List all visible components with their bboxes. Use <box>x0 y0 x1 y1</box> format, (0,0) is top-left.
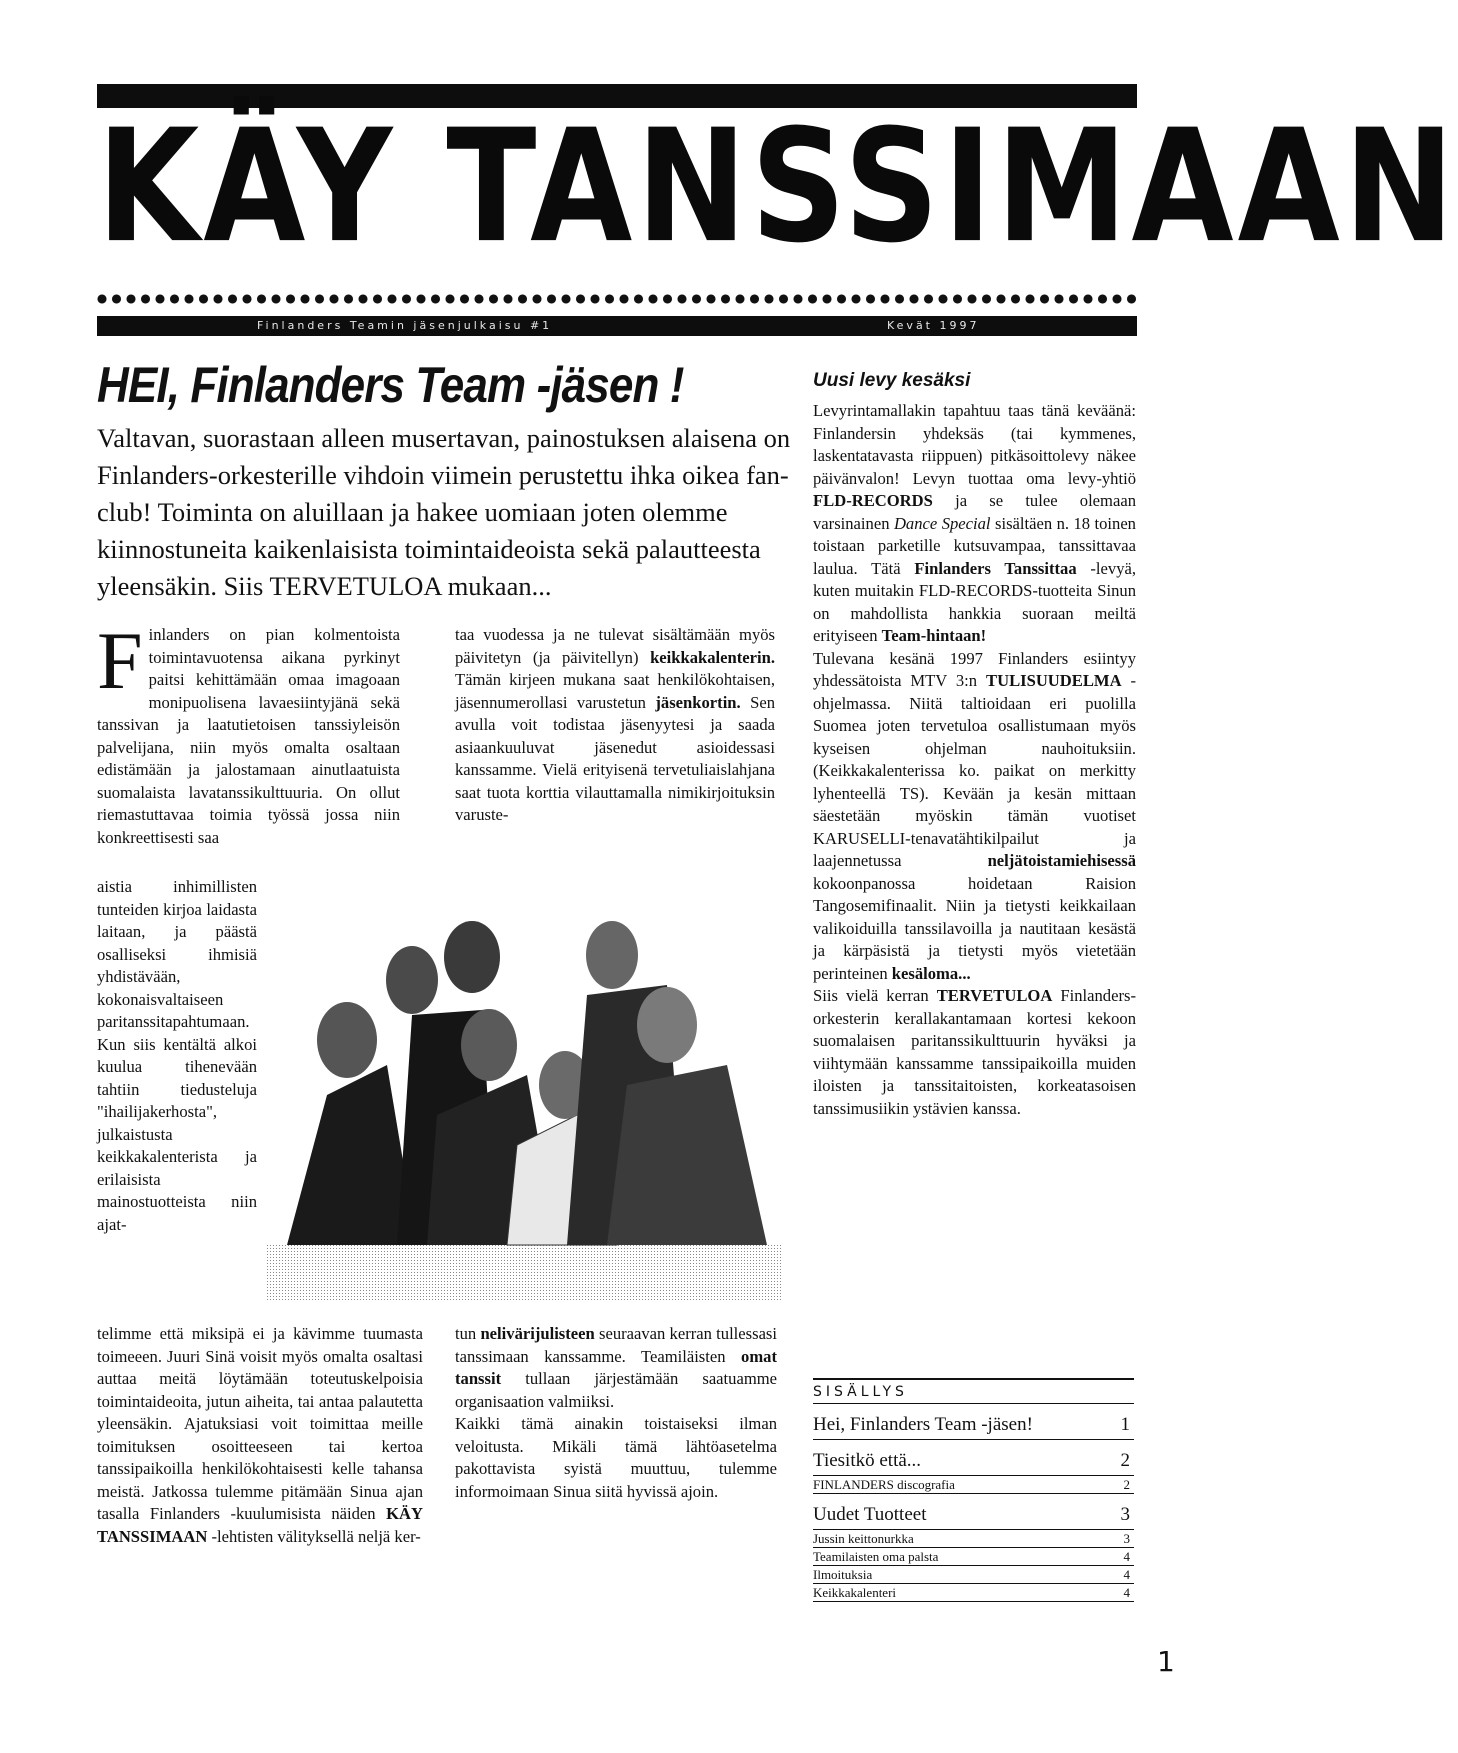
body-text: kokoonpanossa hoidetaan Raision Tangosemifinaalit. Niin ja tietysti keikkailaan valikoiduilla tanssilavoilla ja nautitaan kesästä ja kärpäsistä ja tietysti myös vietetään perinteinen <box>813 873 1136 983</box>
toc-page: 3 <box>1120 1504 1130 1525</box>
body-text: telimme että miksipä ei ja kävimme tuumasta toimeeen. Juuri Sinä voisit myös omalta osaltasi auttaa meitä löytämään toteutuskelpoisia toimintaideoita, jutun aiheita, tai antaa palautetta yleensäkin. Ajatuksiasi voit toimittaa meille toimituksen osoitteeseen tai kertoa tanssipaikoilla henkilökohtaisesti kelle tahansa meistä. Jatkossa tulemme pitämään Sinua ajan tasalla Finlanders -kuulumisista näiden <box>97 1324 423 1523</box>
body-text: -levyä, kuten muitakin FLD-RECORDS-tuotteita Sinun on mahdollista hankkia suoraan meiltä erityiseen <box>813 558 1136 645</box>
dot-rule <box>97 294 1137 308</box>
toc-page: 3 <box>1123 1531 1130 1546</box>
body-bold: neljätoistamiehisessä <box>987 851 1136 870</box>
body-text: Tulevana kesänä 1997 Finlanders esiintyy yhdessätoista MTV 3:n <box>813 648 1136 690</box>
issue-bar <box>97 316 1137 336</box>
toc-label: Teamilaisten oma palsta <box>813 1549 939 1564</box>
band-photo <box>267 915 783 1300</box>
body-text: inlanders on pian kolmentoista toimintavuotensa aikana pyrkinyt paitsi kehittämään omaa imagoaan monipuolisena lavaesiintyjänä sekä tanssivan ja laatutietoisen tanssiyleisön palvelijana, niin myös omalta osaltaan edistämään ja jalostamaan ainutlaatuista suomalaista lavatanssikulttuuria. On ollut riemastuttavaa toimia työssä jossa niin konkreettisesti saa <box>97 625 400 847</box>
toc-page: 2 <box>1123 1477 1130 1492</box>
article-column-2-bottom <box>455 1323 777 1503</box>
sidebar-heading: Uusi levy kesäksi <box>813 370 971 391</box>
body-bold: omat tanssit <box>455 1346 777 1388</box>
body-text: Siis vielä kerran <box>813 986 929 1005</box>
article-column-1-top <box>97 615 400 849</box>
body-text: Levyrintamallakin tapahtuu taas tänä keväänä: Finlandersin yhdeksäs (tai kymmenes, laskentatavasta riippuen) pitkäsoittolevy näkee päivänvalon! Levyn tuottaa oma levy-yhtiö <box>813 401 1136 488</box>
body-bold: keikkakalenterin. <box>650 647 776 667</box>
body-text: -lehtisten välityksellä neljä ker- <box>211 1526 421 1546</box>
issue-publication: Finlanders Teamin jäsenjulkaisu #1 <box>257 319 553 332</box>
article-column-1-bottom <box>97 1323 423 1548</box>
body-italic: Dance Special <box>893 513 991 533</box>
article-column-1-mid <box>97 876 257 1236</box>
body-bold: FLD-RECORDS <box>813 491 933 510</box>
toc-item <box>813 1566 1134 1584</box>
body-bold: Finlanders Tanssittaa <box>914 558 1077 578</box>
body-text: taa vuodessa ja ne tulevat sisältämään myös päivitetyn (ja päivitellyn) <box>455 625 775 667</box>
body-text: aistia inhimillisten tunteiden kirjoa laidasta laitaan, ja päästä osalliseksi ihmisiä yhdistävään, kokonaisvaltaiseen paritanssitapahtumaan. Kun siis kentältä alkoi kuulua tihenevään tahtiin tiedusteluja "ihailijakerhosta", julkaistusta keikkakalenterista ja erilaisista mainostuotteista niin ajat- <box>97 877 257 1234</box>
masthead-title: KÄY TANSSIMAAN <box>97 96 1458 278</box>
toc-page: 4 <box>1123 1585 1130 1600</box>
toc-page: 4 <box>1123 1567 1130 1582</box>
body-text: tun <box>455 1324 477 1343</box>
toc-item <box>813 1404 1134 1440</box>
issue-season: Kevät 1997 <box>887 319 980 332</box>
toc-item <box>813 1494 1134 1530</box>
body-bold: jäsenkortin. <box>655 692 741 712</box>
toc-label: Ilmoituksia <box>813 1567 873 1582</box>
paragraph <box>455 1323 777 1413</box>
body-bold: TULISUUDELMA <box>986 671 1122 690</box>
toc-page: 2 <box>1120 1450 1130 1471</box>
body-text: Finlanders-orkesterin kerallakantamaan kortesi kekoon suomalaisen paritanssikulttuurin hyväksi ja viihtymään kanssamme tanssipaikoilla muiden iloisten ja tanssitaitoisten, korkeatasoisen tanssimusiikin ystävien kanssa. <box>813 986 1136 1118</box>
article-headline: HEI, Finlanders Team -jäsen ! <box>97 357 684 413</box>
toc-item <box>813 1584 1134 1602</box>
toc-label: Uudet Tuotteet <box>813 1504 927 1525</box>
body-text: -ohjelmassa. Niitä taltioidaan eri puolilla Suomea joten tervetuloa osallistumaan myös kyseisen ohjelman nauhoituksiin. (Keikkakalenterissa ko. paikat on merkitty lyhenteellä TS). Kevään ja kesän mittaan säestetään myöskin tämän vuotiset KARUSELLI-tenavatähtikilpailut ja laajennetussa <box>813 671 1137 870</box>
toc-label: Keikkakalenteri <box>813 1585 897 1600</box>
body-text: sisältäen n. 18 toinen toistaan parketille kutsuvampaa, tanssittavaa laulua. Tätä <box>813 513 1136 578</box>
toc-item <box>813 1530 1134 1548</box>
body-text: Tämän kirjeen mukana saat henkilökohtaisen, jäsennumerollasi varustetun <box>455 670 775 712</box>
body-text: ja se tulee olemaan varsinainen <box>813 491 1136 533</box>
article-lead: Valtavan, suorastaan alleen musertavan, painostuksen alaisena on Finlanders-orkesterille vihdoin viimein perustettu ihka oikea fan-club! Toiminta on aluillaan ja hakee uomiaan joten olemme kiinnostuneita kaikenlaisista toimintaideoista sekä palautteesta yleensäkin. Siis TERVETULOA mukaan... <box>97 423 791 601</box>
toc-item <box>813 1476 1134 1494</box>
toc-page: 4 <box>1123 1549 1130 1564</box>
body-text: Sen avulla voit todistaa jäsenyytesi ja saada asiaankuuluvat jäsenedut asioidessasi kanssamme. Vielä erityisenä tervetuliaislahjana saat tuota korttia vilauttamalla nimikirjoituksin varuste- <box>455 692 775 824</box>
body-bold: nelivärijulisteen <box>480 1324 595 1343</box>
sidebar-text <box>813 400 1136 1120</box>
page-number: 1 <box>1157 1645 1175 1678</box>
body-bold: TERVETULOA <box>936 986 1053 1005</box>
body-bold: kesäloma... <box>891 963 971 983</box>
toc-label: FINLANDERS discografia <box>813 1477 955 1492</box>
article-column-2-top <box>455 624 775 827</box>
toc-label: Tiesitkö että... <box>813 1450 922 1471</box>
body-text: tullaan järjestämään saatuamme organisaation valmiiksi. <box>455 1369 778 1411</box>
body-bold: Team-hintaan! <box>881 626 987 645</box>
body-text: seuraavan kerran tullessasi tanssimaan kanssamme. Teamiläisten <box>455 1324 777 1366</box>
toc-item <box>813 1548 1134 1566</box>
table-of-contents <box>813 1378 1134 1602</box>
toc-label: Hei, Finlanders Team -jäsen! <box>813 1414 1033 1435</box>
toc-title: SISÄLLYS <box>813 1378 1134 1404</box>
toc-item <box>813 1440 1134 1476</box>
drop-cap: F <box>97 615 143 706</box>
toc-label: Jussin keittonurkka <box>813 1531 914 1546</box>
toc-page: 1 <box>1120 1414 1130 1435</box>
paragraph: Kaikki tämä ainakin toistaiseksi ilman veloitusta. Mikäli tämä lähtöasetelma pakottavista syistä muuttuu, tulemme informoimaan Sinua siitä hyvissä ajoin. <box>455 1414 777 1501</box>
body-bold: KÄY TANSSIMAAN <box>97 1504 423 1546</box>
